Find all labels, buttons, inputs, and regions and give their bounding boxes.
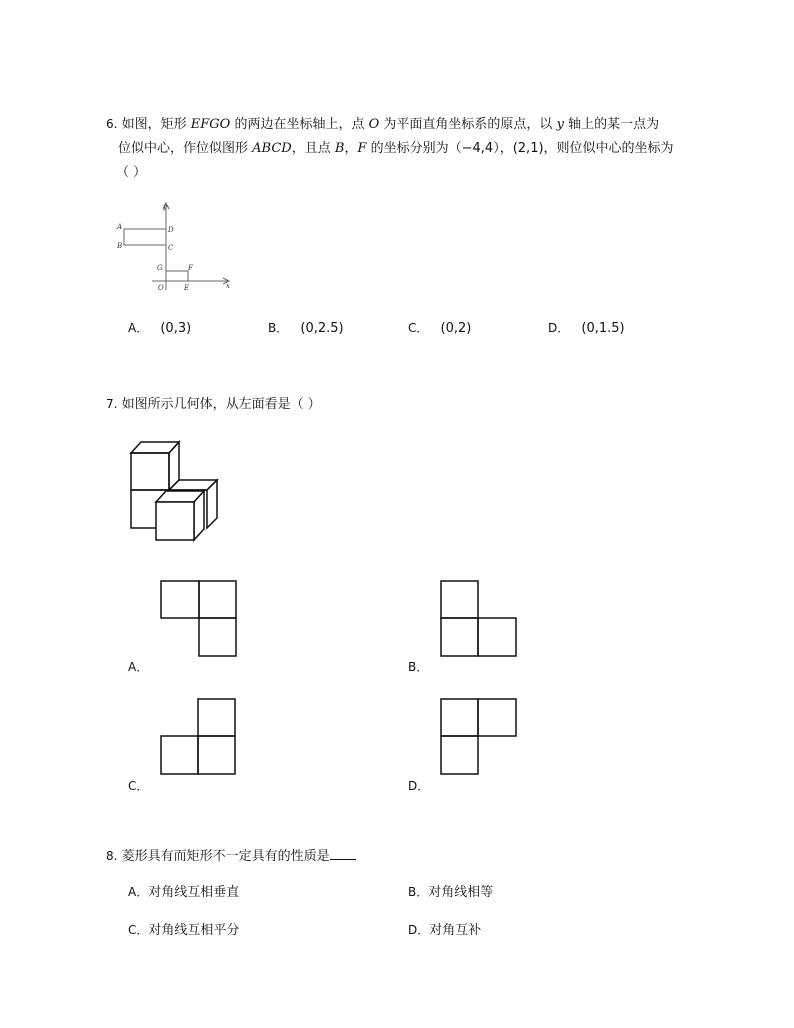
- q6-text-1b: 的两边在坐标轴上，点: [234, 117, 365, 132]
- q6-text-1c: 为平面直角坐标系的原点，以: [383, 117, 553, 132]
- q7-stem: [106, 394, 321, 415]
- q6-text-1a: 如图，矩形: [121, 117, 187, 132]
- option-text: 对角线互相垂直: [148, 885, 240, 900]
- label-g: G: [157, 264, 163, 272]
- option-text: (0,2): [440, 321, 472, 336]
- q6-option-b[interactable]: [268, 318, 344, 339]
- q8-text: 菱形具有而矩形不一定具有的性质是: [121, 849, 330, 864]
- q6-coord-b: −4,4: [461, 141, 494, 156]
- option-text: 对角互补: [429, 923, 482, 938]
- q6-point-b: B: [334, 141, 345, 156]
- option-label: D．: [548, 321, 570, 335]
- option-label: B．: [408, 885, 429, 899]
- q7-text: 如图所示几何体，从左面看是（ ）: [121, 397, 321, 412]
- q6-point-f: F: [357, 141, 367, 156]
- q6-line-1: [106, 114, 659, 135]
- q7-solid-figure: [128, 438, 228, 543]
- label-y: y: [163, 203, 167, 211]
- q8-option-d[interactable]: [408, 920, 481, 941]
- option-label: B．: [268, 321, 289, 335]
- option-label: C．: [408, 321, 429, 335]
- q6-option-c[interactable]: [408, 318, 471, 339]
- q8-option-b[interactable]: [408, 882, 493, 903]
- answer-blank[interactable]: [330, 847, 356, 860]
- q6-coordinate-figure: [112, 200, 242, 300]
- label-a: A: [117, 223, 123, 231]
- q6-number: 6.: [106, 117, 118, 131]
- option-text: (0,1.5): [581, 321, 625, 336]
- q7-option-c-figure[interactable]: [160, 698, 240, 778]
- q6-text-1d: 轴上的某一点为: [568, 117, 660, 132]
- option-text: (0,3): [160, 321, 192, 336]
- q7-option-b-label[interactable]: B．: [408, 660, 429, 674]
- rectangle-abcd: [124, 229, 166, 245]
- label-x: x: [226, 282, 230, 290]
- label-d: D: [168, 226, 174, 234]
- q6-line-2: [118, 139, 674, 159]
- option-text: 对角线互相平分: [148, 923, 240, 938]
- q7-option-a-label[interactable]: A．: [128, 660, 149, 674]
- q6-comma: ，: [344, 141, 358, 156]
- label-c: C: [168, 244, 174, 252]
- q6-axis-y: y: [556, 117, 564, 132]
- q8-stem: [106, 846, 356, 867]
- q7-option-b-figure[interactable]: [440, 580, 520, 660]
- label-e: E: [184, 284, 190, 292]
- q8-number: 8.: [106, 849, 118, 863]
- option-text: (0,2.5): [300, 321, 344, 336]
- q8-option-a[interactable]: [128, 882, 239, 903]
- q7-option-d-figure[interactable]: [440, 698, 520, 778]
- label-b: B: [117, 242, 123, 250]
- q6-line-3: （ ）: [116, 165, 147, 180]
- q6-text-2b: ，且点: [291, 141, 331, 156]
- q6-point-o: O: [368, 117, 380, 132]
- q7-option-c-label[interactable]: C．: [128, 779, 149, 793]
- q6-text-2d: ），(2,1)，则位似中心的坐标为: [493, 141, 674, 156]
- label-o: O: [158, 284, 164, 292]
- q7-number: 7.: [106, 397, 118, 411]
- q6-rect2-name: ABCD: [252, 141, 292, 156]
- q8-option-c[interactable]: [128, 920, 239, 941]
- q6-text-2a: 位似中心，作位似图形: [118, 141, 249, 156]
- q6-option-d[interactable]: [548, 318, 625, 339]
- option-label: C．: [128, 923, 149, 937]
- option-label: A．: [128, 321, 149, 335]
- option-label: D．: [408, 923, 430, 937]
- option-label: A．: [128, 885, 149, 899]
- q6-option-a[interactable]: [128, 318, 191, 339]
- q7-option-d-label[interactable]: D．: [408, 779, 430, 793]
- q7-option-a-figure[interactable]: [160, 580, 240, 660]
- rectangle-efgo: [166, 271, 188, 281]
- option-text: 对角线相等: [428, 885, 494, 900]
- label-f: F: [188, 264, 193, 272]
- q6-text-2c: 的坐标分别为（: [370, 141, 462, 156]
- q6-rect-name: EFGO: [190, 117, 231, 132]
